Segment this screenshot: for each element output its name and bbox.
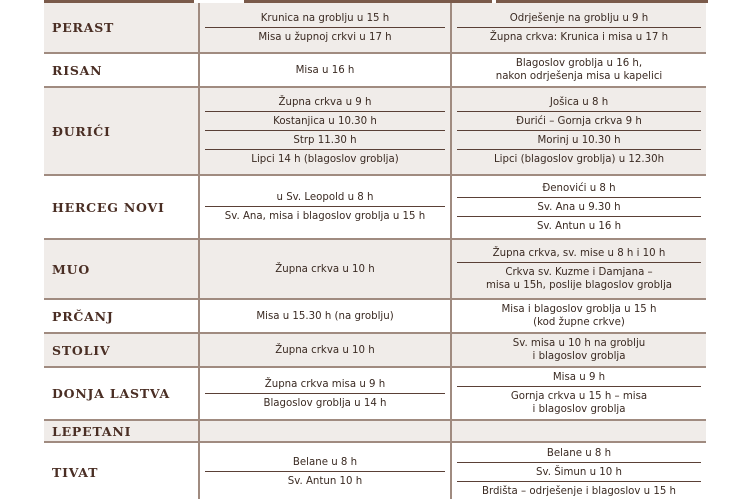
- schedule-entry: Jošica u 8 h: [549, 97, 609, 108]
- schedule-entry: Odrješenje na groblju u 9 h: [509, 12, 649, 24]
- schedule-cell-second: [451, 175, 706, 239]
- schedule-row: [44, 87, 706, 175]
- schedule-entry: Misa u 15.30 h (na groblju): [256, 310, 394, 322]
- schedule-entry: Misa u 9 h: [552, 372, 606, 383]
- schedule-cell-second: [451, 299, 706, 333]
- schedule-row: [44, 299, 706, 333]
- schedule-entry: Belane u 8 h: [292, 457, 358, 468]
- parish-name: LEPETANI: [44, 420, 199, 442]
- schedule-row: [44, 442, 706, 499]
- schedule-entry: Župna crkva, sv. mise u 8 h i 10 h: [492, 247, 666, 259]
- schedule-entry: Brdišta – odrješenje i blagoslov u 15 h: [452, 482, 706, 499]
- schedule-cell-first: [199, 175, 451, 239]
- schedule-entry: Sv. Ana, misa i blagoslov groblja u 15 h: [200, 207, 450, 226]
- schedule-cell-first: [199, 3, 451, 53]
- schedule-cell-first: [199, 239, 451, 299]
- schedule-entry: Gornja crkva u 15 h – misa i blagoslov groblja: [452, 387, 706, 419]
- schedule-cell-second: [451, 442, 706, 499]
- schedule-cell-first: [199, 299, 451, 333]
- schedule-cell-second: [451, 3, 706, 53]
- schedule-entry: Krunica na groblju u 15 h: [260, 12, 390, 24]
- schedule-entry: Župna crkva misa u 9 h: [264, 378, 386, 390]
- schedule-cell-second: [451, 333, 706, 367]
- schedule-row: [44, 53, 706, 87]
- schedule-entry: Župna crkva: Krunica i misa u 17 h: [452, 28, 706, 47]
- schedule-entry: Blagoslov groblja u 16 h, nakon odrješenja misa u kapelici: [495, 58, 663, 82]
- schedule-entry: Misa u župnoj crkvi u 17 h: [200, 28, 450, 47]
- parish-name: TIVAT: [44, 442, 199, 499]
- parish-name: DONJA LASTVA: [44, 367, 199, 420]
- parish-name: ĐURIĆI: [44, 87, 199, 175]
- schedule-cell-second: [451, 367, 706, 420]
- schedule-entry: Strp 11.30 h: [200, 131, 450, 150]
- schedule-entry: Blagoslov groblja u 14 h: [200, 394, 450, 413]
- schedule-cell-second: [451, 239, 706, 299]
- schedule-entry: Župna crkva u 10 h: [275, 344, 375, 356]
- schedule-entry: Misa i blagoslov groblja u 15 h (kod župne crkve): [501, 304, 657, 328]
- schedule-row: [44, 333, 706, 367]
- schedule-entry: Župna crkva u 10 h: [275, 263, 375, 275]
- parish-name: HERCEG NOVI: [44, 175, 199, 239]
- schedule-row: [44, 175, 706, 239]
- schedule-cell-first: [199, 333, 451, 367]
- parish-name: PERAST: [44, 3, 199, 53]
- schedule-entry: Sv. Ana u 9.30 h: [452, 198, 706, 217]
- schedule-cell-first: [199, 367, 451, 420]
- schedule-entry: Misa u 16 h: [295, 64, 355, 76]
- schedule-cell-first: [199, 420, 451, 442]
- schedule-cell-first: [199, 442, 451, 499]
- schedule-entry: Sv. Šimun u 10 h: [452, 463, 706, 482]
- schedule-row: [44, 239, 706, 299]
- schedule-entry: Đenovići u 8 h: [542, 182, 616, 194]
- schedule-row: [44, 420, 706, 442]
- schedule-cell-second: [451, 420, 706, 442]
- parish-name: RISAN: [44, 53, 199, 87]
- schedule-entry: Crkva sv. Kuzme i Damjana – misa u 15h, poslije blagoslov groblja: [452, 263, 706, 295]
- schedule-row: [44, 3, 706, 53]
- schedule-entry: Župna crkva u 9 h: [278, 97, 372, 108]
- parish-name: MUO: [44, 239, 199, 299]
- schedule-row: [44, 367, 706, 420]
- schedule-entry: Lipci (blagoslov groblja) u 12.30h: [452, 150, 706, 169]
- schedule-entry: Lipci 14 h (blagoslov groblja): [200, 150, 450, 169]
- parish-name: PRČANJ: [44, 299, 199, 333]
- schedule-entry: Đurići – Gornja crkva 9 h: [452, 112, 706, 131]
- schedule-entry: Sv. misa u 10 h na groblju i blagoslov groblja: [512, 338, 646, 362]
- schedule-cell-first: [199, 53, 451, 87]
- schedule-cell-second: [451, 53, 706, 87]
- parish-name: STOLIV: [44, 333, 199, 367]
- schedule-cell-first: [199, 87, 451, 175]
- schedule-cell-second: [451, 87, 706, 175]
- schedule-entry: Morinj u 10.30 h: [452, 131, 706, 150]
- schedule-entry: Kostanjica u 10.30 h: [200, 112, 450, 131]
- schedule-entry: Belane u 8 h: [546, 447, 612, 459]
- mass-schedule-table: [44, 3, 706, 499]
- schedule-entry: Sv. Antun u 16 h: [452, 217, 706, 236]
- schedule-entry: u Sv. Leopold u 8 h: [276, 192, 374, 203]
- schedule-entry: Sv. Antun 10 h: [200, 472, 450, 491]
